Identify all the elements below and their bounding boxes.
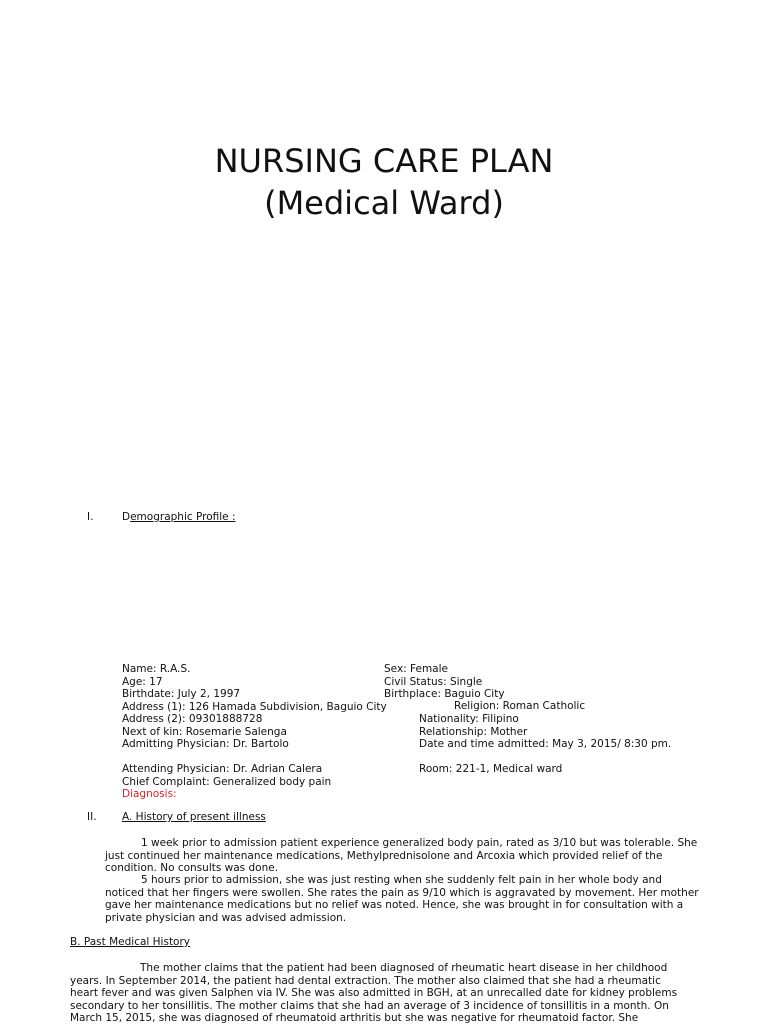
info-attending-physician: Attending Physician: Dr. Adrian Calera (122, 763, 323, 775)
hpi-paragraph-2-text: 5 hours prior to admission, she was just resting when she suddenly felt pain in her whole body and noticed that her fingers were swollen. She rates the pain as 9/10 which is aggravated by movement. Her mother gave her maintenance medications but no relief was noted. Hence, she was brought in for consultation with a private physician and was advised admission. (105, 874, 699, 924)
info-diagnosis-label: Diagnosis: (122, 788, 177, 800)
info-date-admitted: Date and time admitted: May 3, 2015/ 8:30 pm. (419, 738, 672, 750)
info-next-of-kin: Next of kin: Rosemarie Salenga (122, 725, 287, 738)
info-religion: Religion: Roman Catholic (454, 700, 586, 712)
demographic-left-column (122, 663, 387, 801)
info-name: Name: R.A.S. (122, 663, 191, 675)
document-title: NURSING CARE PLAN (214, 142, 554, 180)
info-chief-complaint: Chief Complaint: Generalized body pain (122, 775, 332, 788)
info-admitting-physician: Admitting Physician: Dr. Bartolo (122, 738, 289, 750)
hpi-paragraph-1-text: 1 week prior to admission patient experience generalized body pain, rated as 3/10 but was tolerable. She just continued her maintenance medications, Methylprednisolone and Arcoxia which provided relief of the condition. No consults was done. (105, 837, 698, 874)
info-nationality: Nationality: Filipino (419, 713, 519, 725)
section-1-heading (122, 511, 236, 524)
info-age: Age: 17 (122, 675, 163, 688)
section-1-numeral: I. (87, 511, 94, 523)
pmh-paragraph-text: The mother claims that the patient had been diagnosed of rheumatic heart disease in her childhood years. In September 2014, the patient had dental extraction. The mother also claimed that she had a rheumatic heart fever and was given Salphen via IV. She was also admitted in BGH, at an unrecalled date for kidney problems secondary to her tonsillitis. The mother claims that she had an average of 3 incidence of tonsillitis in a month. On March 15, 2015, she was diagnosed of rheumatoid arthritis but she was negative for rheumatoid factor. She (70, 962, 678, 1024)
demographic-right-column-a (384, 663, 505, 701)
info-spacer (122, 751, 387, 764)
section-2-heading: A. History of present illness (122, 811, 266, 823)
info-spacer (419, 751, 671, 764)
info-birthplace: Birthplace: Baguio City (384, 688, 505, 700)
info-address-2: Address (2): 09301888728 (122, 713, 263, 725)
hpi-paragraph-1 (105, 837, 701, 875)
hpi-paragraph-2 (105, 874, 701, 924)
document-subtitle: (Medical Ward) (264, 184, 504, 222)
section-1-heading-text: emographic Profile : (130, 511, 236, 523)
info-sex: Sex: Female (384, 663, 448, 675)
demographic-right-column-b (419, 713, 671, 776)
info-relationship: Relationship: Mother (419, 725, 528, 738)
info-address-1: Address (1): 126 Hamada Subdivision, Baguio City (122, 700, 387, 713)
section-2-numeral: II. (87, 811, 97, 823)
section-1-heading-initial: D (122, 511, 131, 523)
pmh-paragraph (70, 962, 692, 1024)
section-b-heading: B. Past Medical History (70, 936, 191, 948)
info-room: Room: 221-1, Medical ward (419, 763, 563, 775)
info-birthdate: Birthdate: July 2, 1997 (122, 688, 241, 700)
info-civil-status: Civil Status: Single (384, 675, 483, 688)
